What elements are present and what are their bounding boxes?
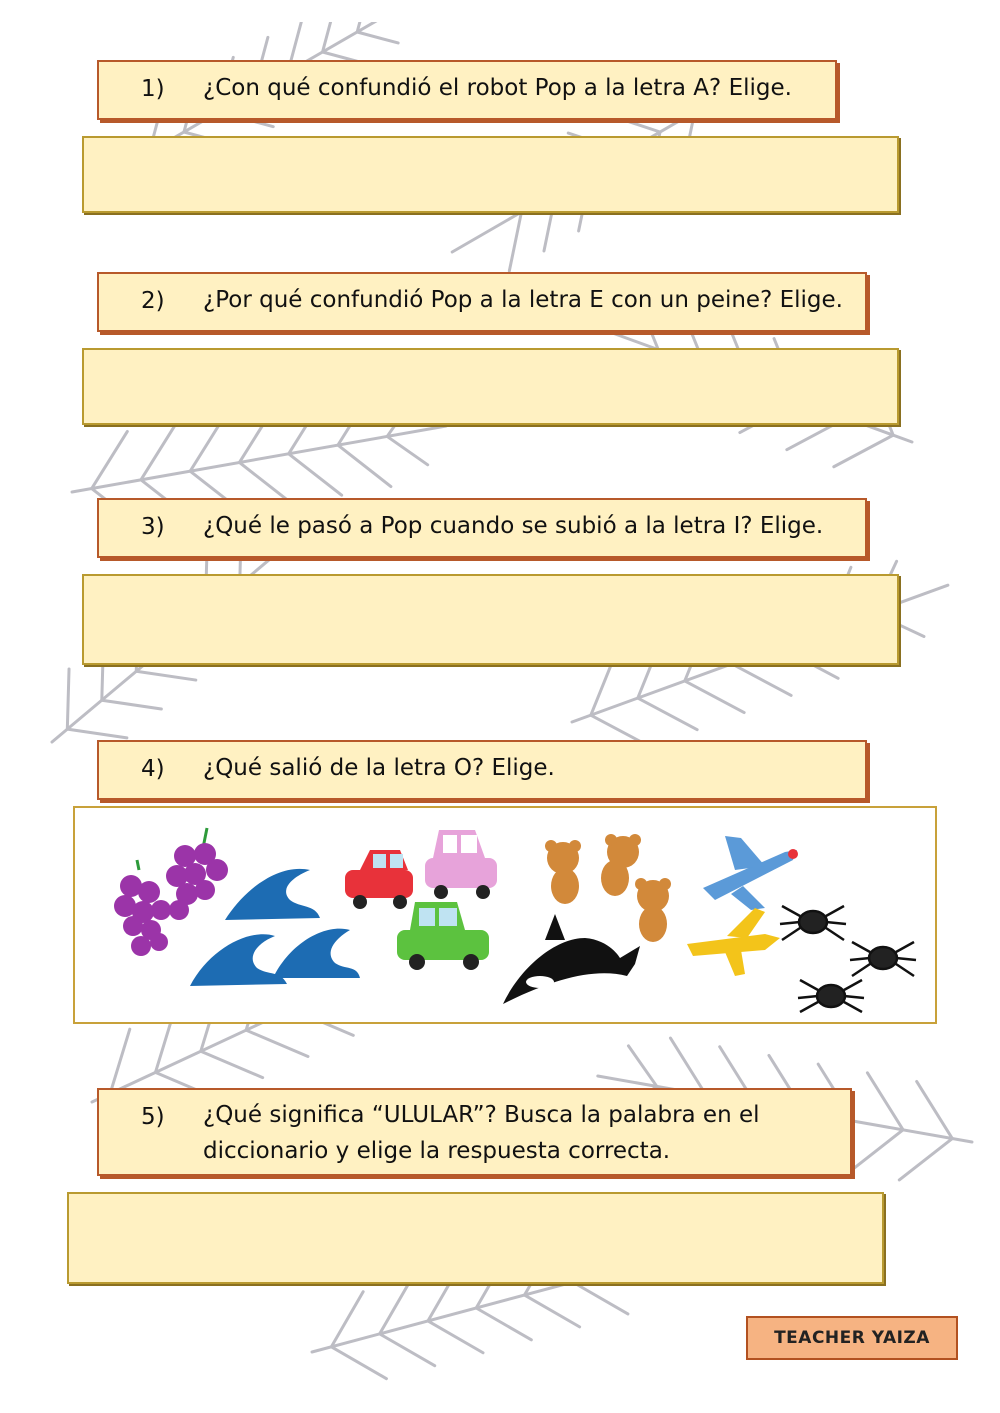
teddy-bears-icon[interactable] [545,834,671,942]
waves-icon[interactable] [190,869,360,986]
cars-icon[interactable] [345,830,497,970]
answer-3-field[interactable] [82,574,899,665]
question-3-box [97,498,867,558]
picture-options-box [73,806,937,1024]
question-5-box [97,1088,852,1176]
question-2-box [97,272,867,332]
grapes-icon[interactable] [114,828,228,956]
question-3-text: ¿Qué le pasó a Pop cuando se subió a la letra I? Elige. [203,513,824,539]
answer-2-field[interactable] [82,348,899,425]
question-4-box [97,740,867,800]
question-1-box [97,60,837,120]
question-2-text: ¿Por qué confundió Pop a la letra E con un peine? Elige. [203,287,843,313]
question-3-number: 3) [141,514,165,540]
airplanes-icon[interactable] [687,836,798,976]
teacher-name-badge: TEACHER YAIZA [746,1316,958,1360]
answer-5-field[interactable] [67,1192,884,1284]
question-5-number: 5) [141,1104,165,1130]
orca-icon[interactable] [503,914,640,1004]
leaf-background [12,22,987,1390]
question-4-text: ¿Qué salió de la letra O? Elige. [203,755,555,781]
question-2-number: 2) [141,288,165,314]
spiders-icon[interactable] [780,906,916,1012]
question-1-number: 1) [141,76,165,102]
answer-1-field[interactable] [82,136,899,213]
question-5-text: ¿Qué significa “ULULAR”? Busca la palabra en el diccionario y elige la respuesta correcta. [203,1102,760,1164]
question-1-text: ¿Con qué confundió el robot Pop a la letra A? Elige. [203,75,792,101]
question-4-number: 4) [141,756,165,782]
